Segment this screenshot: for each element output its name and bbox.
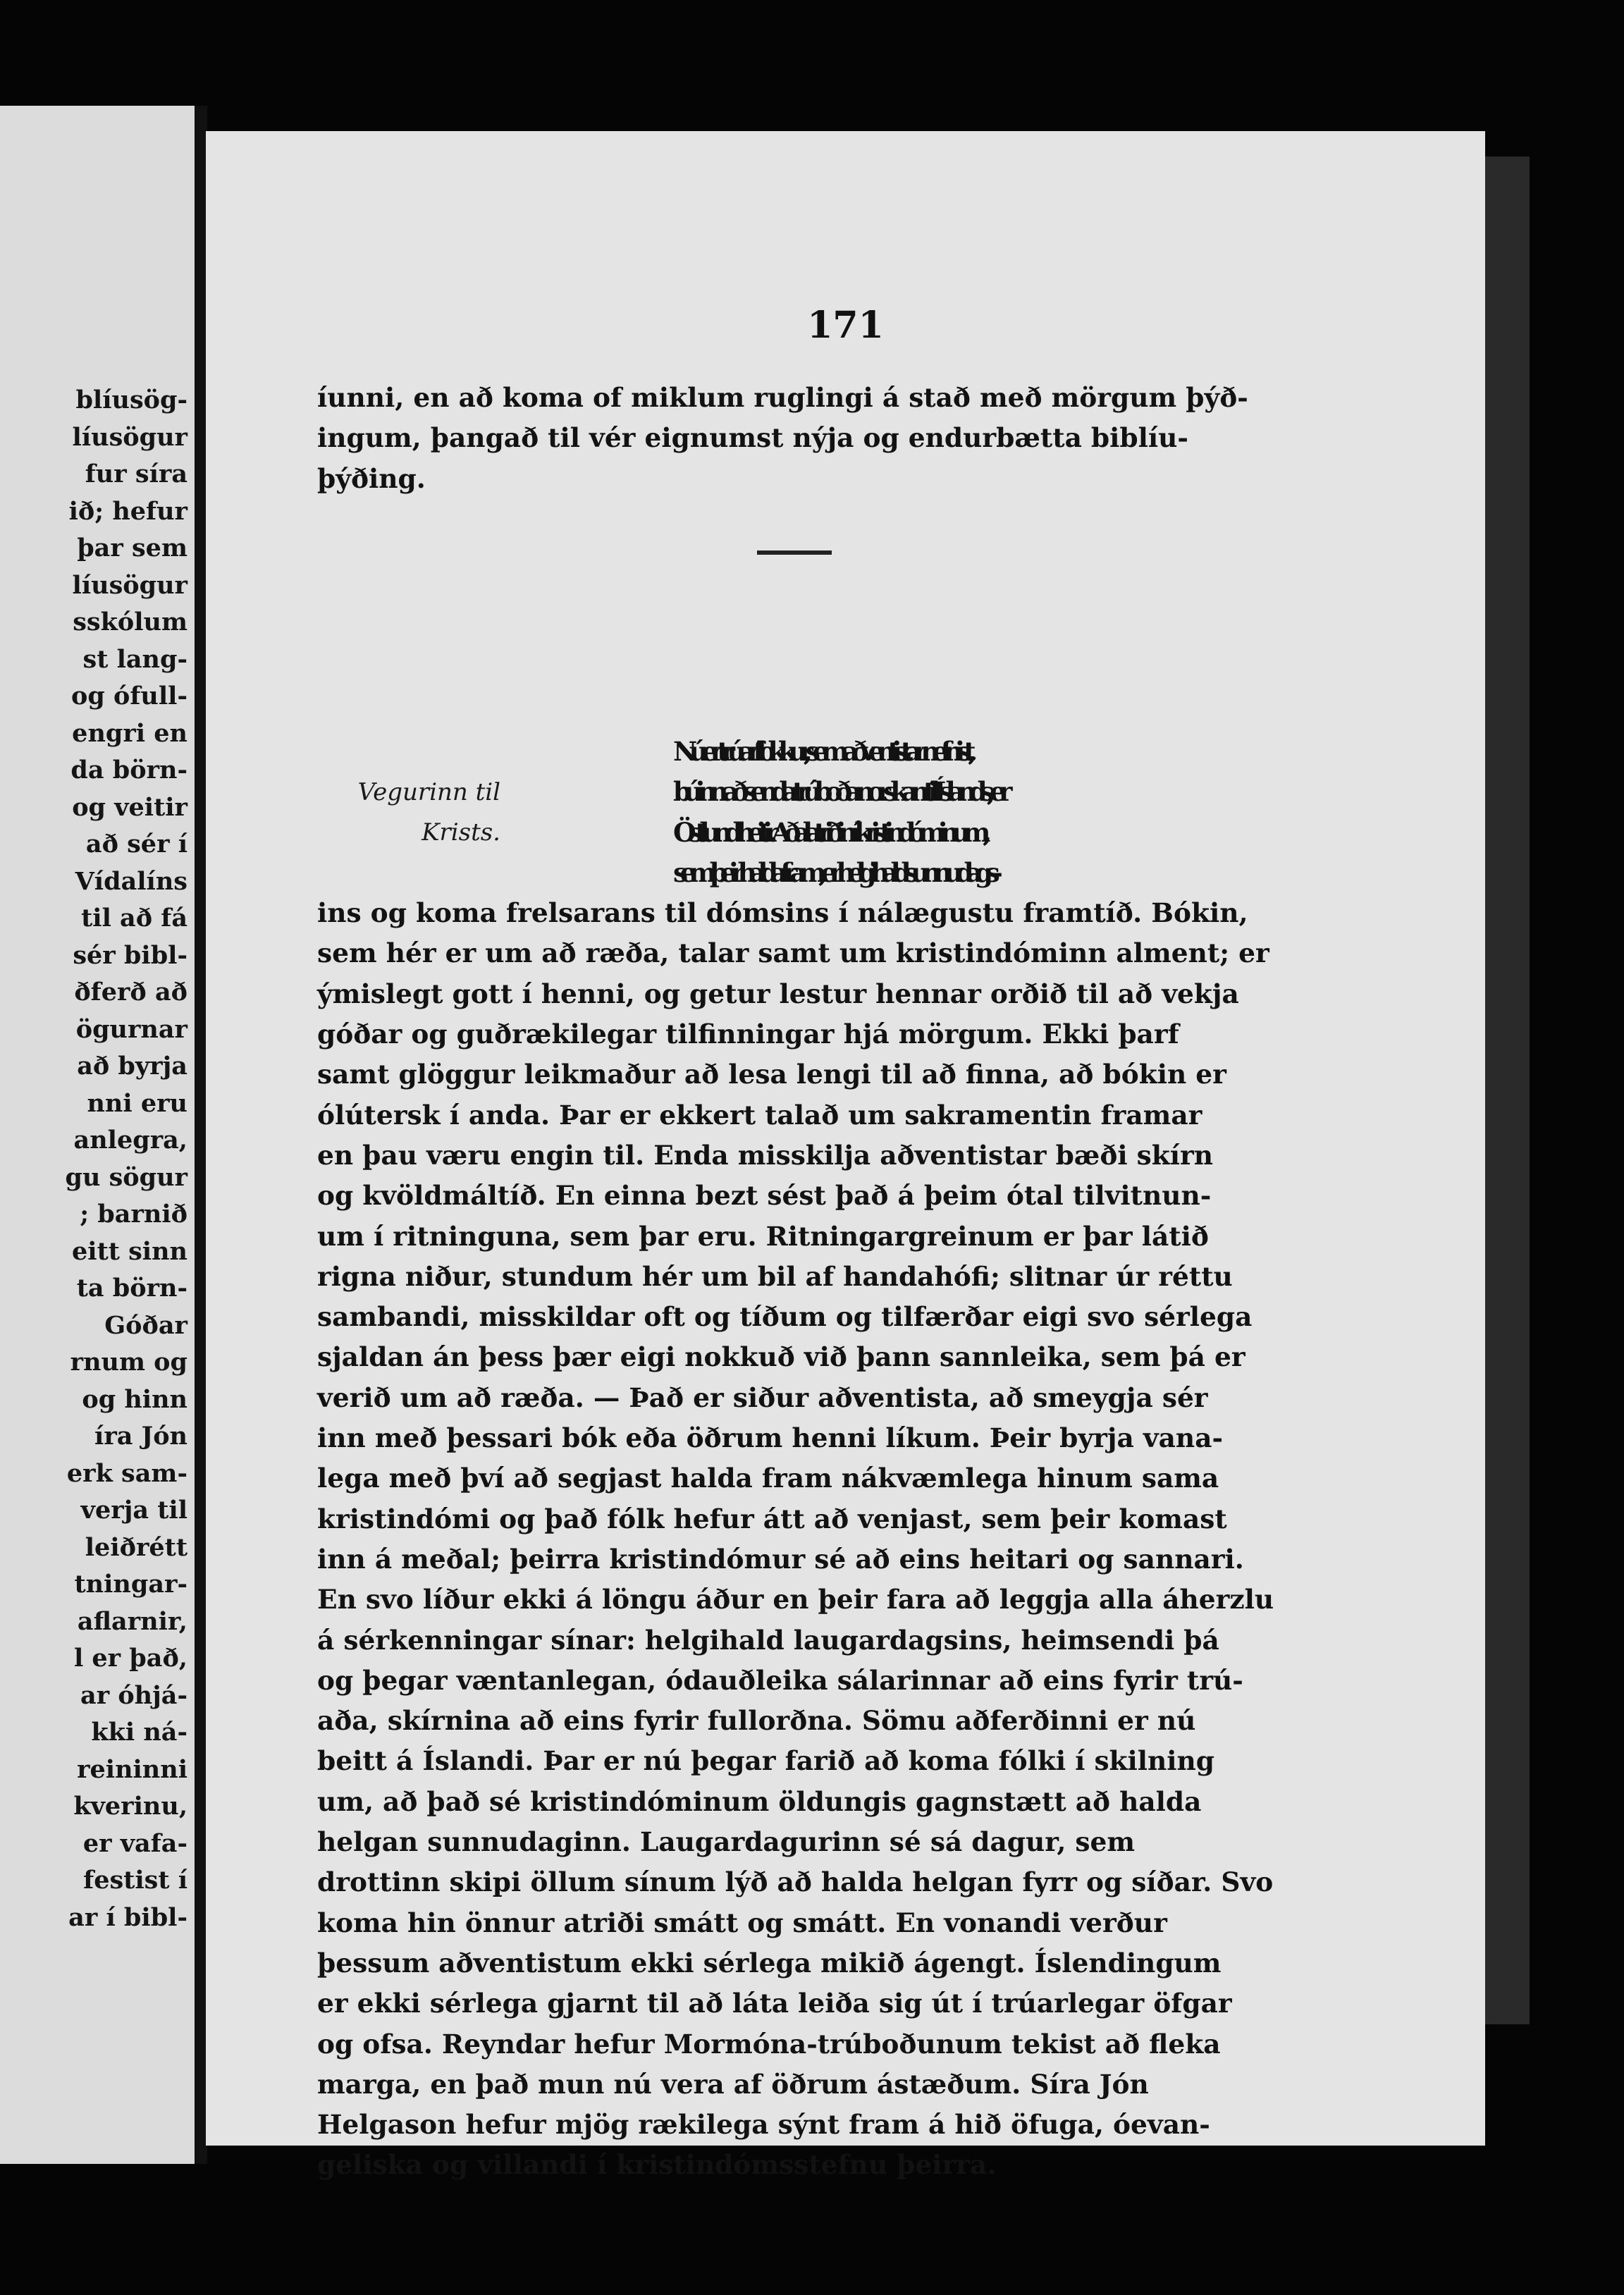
text-line: verið um að ræða. — Það er siður aðventista, að smeygja sér (317, 1382, 1208, 1413)
text-line: drottinn skipi öllum sínum lýð að halda helgan fyrr og síðar. Svo (317, 1866, 1274, 1898)
text-line: reininni (77, 1754, 187, 1784)
text-line: helgan sunnudaginn. Laugardagurinn sé sá dagur, sem (317, 1826, 1136, 1858)
text-line: leiðrétt (85, 1532, 187, 1562)
text-line: da börn- (70, 756, 187, 785)
text-line: sskólum (73, 608, 187, 636)
text-line: festist í (83, 1866, 187, 1895)
text-line: erk sam- (66, 1458, 187, 1488)
text-line: ðferð að (74, 978, 187, 1007)
text-line: fur síra (85, 460, 187, 488)
section-paragraph (317, 732, 1473, 2186)
text-line: þýðing. (317, 462, 426, 494)
text-line: Helgason hefur mjög rækilega sýnt fram á hið öfuga, óevan- (317, 2109, 1210, 2141)
left-page-text (0, 382, 187, 1936)
continued-paragraph (317, 378, 1473, 499)
text-line: nni eru (87, 1088, 187, 1118)
text-line: og þegar væntanlegan, ódauðleika sálarinnar að eins fyrir trú- (317, 1664, 1243, 1696)
text-line: þar sem (77, 534, 187, 562)
text-line: búinn að senda trúboða norskan til Íslands, er (673, 776, 1005, 808)
text-line: ýmislegt gott í henni, og getur lestur hennar orðið til að vekja (317, 978, 1239, 1009)
text-line: ingum, þangað til vér eignumst nýja og endurbætta biblíu- (317, 422, 1188, 454)
text-line: eitt sinn (72, 1236, 187, 1266)
text-line: til að fá (81, 904, 187, 933)
text-line: lega með því að segjast halda fram nákvæmlega hinum sama (317, 1463, 1219, 1494)
text-line: kverinu, (73, 1792, 187, 1821)
text-line: gu sögur (65, 1162, 187, 1192)
margin-note-line: Vegurinn til (357, 778, 500, 806)
text-line: inn á meðal; þeirra kristindómur sé að eins heitari og sannari. (317, 1543, 1244, 1575)
page-edge-shadow (1480, 156, 1530, 2024)
text-line: marga, en það mun nú vera af öðrum ástæðum. Síra Jón (317, 2068, 1149, 2100)
text-line: og ófull- (71, 682, 187, 710)
text-line: En svo líður ekki á löngu áður en þeir fara að leggja alla áherzlu (317, 1584, 1274, 1616)
text-line: að byrja (77, 1052, 187, 1081)
text-line: aða, skírnina að eins fyrir fullorðna. Sömu aðferðinni er nú (317, 1705, 1196, 1737)
text-line: geliska og villandi í kristindómsstefnu þeirra. (317, 2149, 997, 2181)
text-line: verja til (80, 1496, 187, 1525)
text-line: Nú er trúarflokkur, sem aðventistar nefnist, (673, 736, 969, 767)
margin-note-line: Krists. (422, 818, 500, 847)
text-line: góðar og guðrækilegar tilfinningar hjá mörgum. Ekki þarf (317, 1019, 1179, 1050)
text-line: um, að það sé kristindóminum öldungis gagnstætt að halda (317, 1785, 1202, 1817)
text-line: inn með þessari bók eða öðrum henni líkum. Þeir byrja vana- (317, 1422, 1224, 1454)
text-line: íunni, en að koma of miklum ruglingi á stað með mörgum þýð- (317, 382, 1248, 413)
text-line: st lang- (82, 644, 187, 674)
section-divider (757, 550, 832, 555)
main-page (206, 131, 1485, 2181)
text-line: ólútersk í anda. Þar er ekkert talað um sakramentin framar (317, 1099, 1202, 1131)
text-line: tningar- (74, 1570, 187, 1599)
text-line: er vafa- (82, 1828, 187, 1858)
text-line: beitt á Íslandi. Þar er nú þegar farið að koma fólki í skilning (317, 1745, 1215, 1777)
text-line: aflarnir, (77, 1606, 187, 1636)
text-line: þessum aðventistum ekki sérlega mikið ágengt. Íslendingum (317, 1947, 1222, 1979)
left-facing-page (0, 106, 197, 2164)
text-line: Östlund heitir. Aðalatriðin í kristindóminum, (673, 816, 985, 848)
text-line: en þau væru engin til. Enda misskilja aðventistar bæði skírn (317, 1139, 1214, 1171)
text-line: á sérkenningar sínar: helgihald laugardagsins, heimsendi þá (317, 1624, 1219, 1656)
text-line: rnum og (70, 1348, 187, 1377)
text-line: er ekki sérlega gjarnt til að láta leiða sig út í trúarlegar öfgar (317, 1988, 1232, 2019)
text-line: ið; hefur (68, 496, 187, 526)
text-line: og veitir (72, 792, 187, 822)
text-line: og hinn (82, 1384, 187, 1414)
text-line: líusögur (72, 570, 187, 600)
text-line: ins og koma frelsarans til dómsins í nálægustu framtíð. Bókin, (317, 897, 1248, 929)
text-line: blíusög- (75, 386, 187, 414)
text-line: Vídalíns (75, 866, 187, 896)
text-line: íra Jón (94, 1422, 187, 1451)
text-line: ögurnar (75, 1014, 187, 1044)
text-line: sem hér er um að ræða, talar samt um kristindóminn alment; er (317, 937, 1269, 969)
text-line: að sér í (85, 830, 187, 859)
text-line: sambandi, misskildar oft og tíðum og tilfærðar eigi svo sérlega (317, 1301, 1253, 1333)
text-line: rigna niður, stundum hér um bil af handahófi; slitnar úr réttu (317, 1260, 1233, 1292)
text-line: og ofsa. Reyndar hefur Mormóna-trúboðunum tekist að fleka (317, 2028, 1221, 2060)
text-line: sjaldan án þess þær eigi nokkuð við þann sannleika, sem þá er (317, 1341, 1245, 1373)
text-line: Góðar (104, 1310, 187, 1340)
text-line: anlegra, (73, 1126, 187, 1155)
text-line: um í ritninguna, sem þar eru. Ritningargreinum er þar látið (317, 1220, 1209, 1252)
text-line: kristindómi og það fólk hefur átt að venjast, sem þeir komast (317, 1503, 1227, 1534)
text-line: kki ná- (91, 1718, 187, 1747)
text-line: og kvöldmáltíð. En einna bezt sést það á þeim ótal tilvitnun- (317, 1180, 1212, 1212)
text-line: sér bibl- (73, 940, 187, 970)
text-line: ar í bibl- (68, 1902, 187, 1932)
text-line: sem þeir halda fram, er helgihald sunnudags- (673, 856, 995, 888)
text-line: ; barnið (80, 1200, 187, 1229)
text-line: l er það, (73, 1644, 187, 1673)
text-line: samt glöggur leikmaður að lesa lengi til að finna, að bókin er (317, 1059, 1226, 1090)
text-line: ar óhjá- (80, 1680, 187, 1710)
text-line: engri en (72, 718, 187, 748)
text-line: koma hin önnur atriði smátt og smátt. En vonandi verður (317, 1907, 1167, 1938)
text-line: líusögur (72, 422, 187, 452)
text-line: ta börn- (76, 1274, 187, 1303)
page-number: 171 (807, 304, 884, 347)
